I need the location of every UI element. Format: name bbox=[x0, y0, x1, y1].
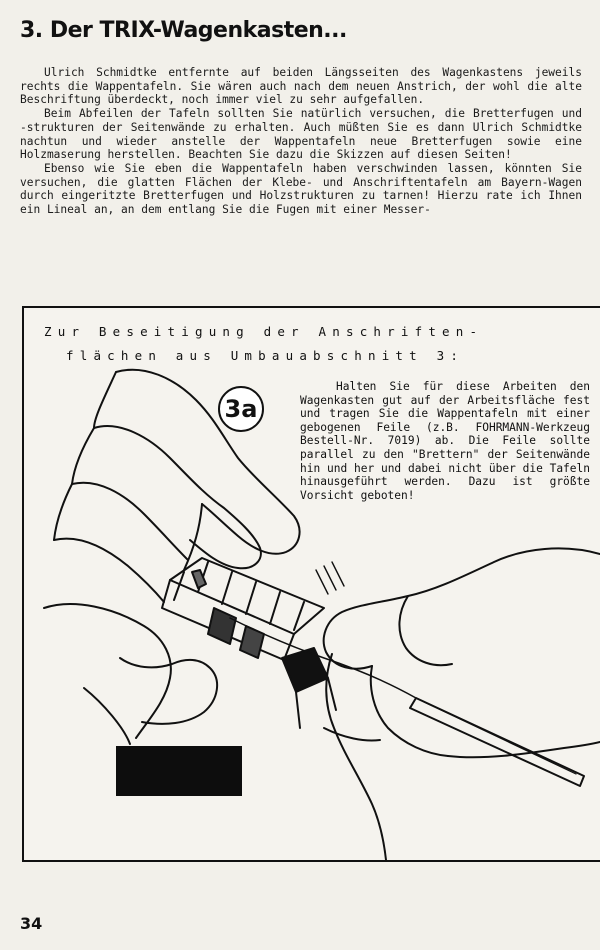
redaction-block bbox=[116, 746, 242, 796]
step-badge: 3a bbox=[218, 386, 264, 432]
figure-note-text: Halten Sie für diese Arbeiten den Wagenkasten gut auf der Arbeitsfläche fest und tragen Sie die Wappentafeln mit einer gebogenen Feile (z.B. FOHRMANN-Werkzeug Bestell-Nr. 7019) ab. Die Feile sollte parallel zu den "Brettern" der Seitenwände hin und her und dabei nicht über die Tafeln hinausgeführt werden. Dazu ist größte Vorsicht geboten! bbox=[300, 380, 590, 502]
article-body bbox=[20, 66, 582, 217]
paragraph-3: Ebenso wie Sie eben die Wappentafeln haben verschwinden lassen, könnten Sie versuchen, die glatten Flächen der Klebe- und Anschriftentafeln am Bayern-Wagen durch eingeritzte Bretterfugen und Holzstrukturen zu tarnen! Hierzu rate ich Ihnen ein Lineal an, an dem entlang Sie die Fugen mit einer Messer- bbox=[20, 161, 582, 217]
page-number: 34 bbox=[20, 914, 43, 933]
figure-box bbox=[22, 306, 600, 862]
paragraph-1: Ulrich Schmidtke entfernte auf beiden Längsseiten des Wagenkastens jeweils rechts die Wappentafeln. Sie wären auch nach dem neuen Anstrich, der wohl die alte Beschriftung überdeckt, noch immer viel zu sehr aufgefallen. bbox=[20, 66, 582, 107]
figure-caption-line-2: flächen aus Umbauabschnitt 3: bbox=[66, 348, 465, 363]
figure-caption-line-1: Zur Beseitigung der Anschriften- bbox=[44, 324, 484, 339]
figure-note bbox=[300, 380, 590, 502]
paragraph-2: Beim Abfeilen der Tafeln sollten Sie natürlich versuchen, die Bretterfugen und -strukturen der Seitenwände zu erhalten. Auch müßten Sie es dann Ulrich Schmidtke nachtun und wieder anstelle der Wappentafeln neue Bretterfugen sowie eine Holzmaserung herstellen. Beachten Sie dazu die Skizzen auf diesen Seiten! bbox=[20, 107, 582, 162]
page-heading: 3. Der TRIX-Wagenkasten... bbox=[20, 18, 347, 43]
